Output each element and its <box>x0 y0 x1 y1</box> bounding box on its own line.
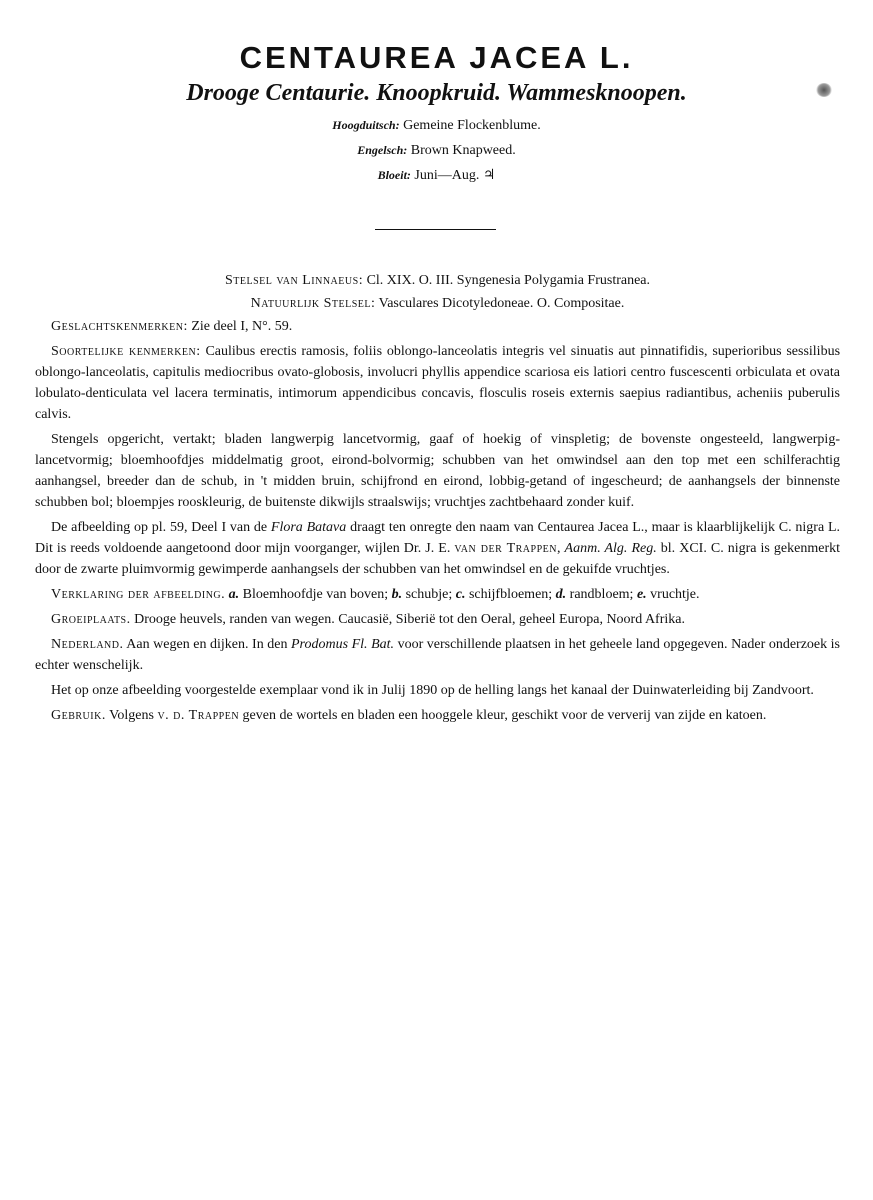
divider <box>375 229 496 230</box>
value-german: Gemeine Flockenblume. <box>403 118 541 133</box>
usage: Gebruik. Volgens v. d. Trappen geven de wortels en bladen een hooggele kleur, geschikt voor de ververij van zijde en katoen. <box>51 708 767 723</box>
label-german: Hoogduitsch <box>332 118 396 132</box>
value-english: Brown Knapweed. <box>410 143 516 158</box>
value-flowering: Juni—Aug. ♃ <box>414 168 496 183</box>
page-title: CENTAUREA JACEA L. <box>239 40 634 75</box>
genus-characters: Geslachtskenmerken: Zie deel I, N°. 59. <box>51 319 293 334</box>
label-english: Engelsch <box>357 143 404 157</box>
habitat: Groeiplaats. Drooge heuvels, randen van wegen. Caucasië, Siberië tot den Oeral, geheel Europa, Noord Afrika. <box>51 612 685 627</box>
figure-explanation: Verklaring der afbeelding. a. Bloemhoofdje van boven; b. schubje; c. schijfbloemen; d. randbloem; e. vruchtje. <box>51 587 700 602</box>
specimen-note: Het op onze afbeelding voorgestelde exemplaar vond ik in Julij 1890 op de helling langs het kanaal der Duinwaterleiding bij Zandvoort. <box>51 683 814 698</box>
netherlands: Nederland. Aan wegen en dijken. In den Prodomus Fl. Bat. voor verschillende plaatsen in het geheele land opgegeven. Nader onderzoek is echter wenschelijk. <box>35 637 840 673</box>
ink-spot <box>816 83 832 97</box>
system-natural: Natuurlijk Stelsel: Vasculares Dicotyledoneae. O. Compositae. <box>250 296 625 311</box>
description-body <box>35 270 840 730</box>
illustration-note: De afbeelding op pl. 59, Deel I van de Flora Batava draagt ten onregte den naam van Centaurea Jacea L., maar is klaarblijkelijk C. nigra L. Dit is reeds voldoende aangetoond door mijn voorganger, wijlen Dr. J. E. van der Trappen, Aanm. Alg. Reg. bl. XCI. C. nigra is gekenmerkt door de zwarte pluimvormig gewimperde aanhangsels der schubben van het omwindsel en de gekuifde vruchtjes. <box>35 520 841 577</box>
common-name-german: Hoogduitsch: Gemeine Flockenblume. <box>332 118 541 133</box>
page-subtitle: Drooge Centaurie. Knoopkruid. Wammesknoopen. <box>186 80 687 106</box>
label-flowering: Bloeit <box>377 168 407 182</box>
dutch-description: Stengels opgericht, vertakt; bladen langwerpig lancetvormig, gaaf of hoekig of vinspletig; de bovenste ongesteeld, langwerpig-lancetvormig; bloemhoofdjes middelmatig groot, eirond-bolvormig; schubben van het omwindsel aan den top met een schilferachtig aanhangsel, breeder dan de schub, in 't midden bruin, schijfrond en eirond, lobbig-getand of ingescheurd; de aanhangsels der binnenste schubben bol; bloempjes rooskleurig, de buitenste dikwijls straalswijs; vruchtjes zachtbehaard zonder kuif. <box>35 432 840 510</box>
flowering-period: Bloeit: Juni—Aug. ♃ <box>377 168 496 183</box>
species-characters: Soortelijke kenmerken: Caulibus erectis ramosis, foliis oblongo-lanceolatis integris vel sinuatis aut pinnatifidis, superioribus sessilibus oblongo-lanceolatis, capitulis mediocribus ovato-globosis, involucri phyllis appendice scariosa eis latiori centro fuscescenti orbiculata et ovata lobulato-denticulata vel lacera terminatis, intimorum appendicibus concavis, flosculis roseis externis saepius radiantibus, acheniis puberulis calvis. <box>35 344 841 422</box>
system-linnaeus: Stelsel van Linnaeus: Cl. XIX. O. III. Syngenesia Polygamia Frustranea. <box>224 273 651 288</box>
common-name-english: Engelsch: Brown Knapweed. <box>357 143 516 158</box>
